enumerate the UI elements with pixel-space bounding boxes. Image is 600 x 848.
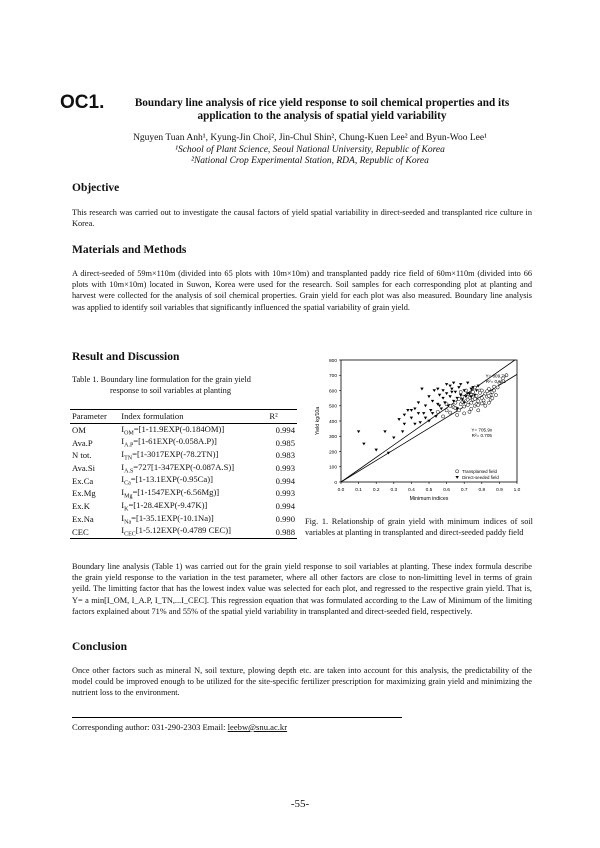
y-tick-label: 0 [334,480,337,486]
transplanted-point [477,403,480,406]
table-cell-param: N tot. [72,450,92,461]
corresponding-label: Corresponding author: 031-290-2303 Email: [72,722,228,732]
table-caption-line-2: response to soil variables at planting [110,386,231,396]
table-cell-param: Ava.Si [72,463,95,474]
x-axis-label: Minimum indices [409,496,449,502]
transplanted-point [477,400,480,403]
x-tick-label: 0.8 [478,488,486,493]
table-cell-r2: 0.983 [275,450,295,461]
email-link[interactable]: leebw@snu.ac.kr [227,722,288,732]
transplanted-point [491,397,494,400]
header-r2: R² [267,410,297,424]
transplanted-point [494,393,497,396]
index-formula-table [70,409,297,539]
abstract-code: OC1. [60,92,105,113]
direct-seeded-point [454,391,457,394]
transplanted-point [441,415,444,418]
direct-seeded-point [433,389,436,392]
direct-seeded-point [440,408,443,411]
direct-seeded-point [362,443,365,446]
direct-seeded-point [429,409,432,412]
direct-seeded-point [448,395,451,398]
direct-seeded-point [445,392,448,395]
header-parameter: Parameter [70,410,119,424]
transplanted-point [493,385,496,388]
affiliation-2: ²National Crop Experimental Station, RDA, Republic of Korea [191,156,429,166]
direct-seeded-point [464,395,467,398]
results-heading-wrap [72,351,179,363]
direct-seeded-point [410,409,413,412]
table-cell-formula: $I_{CEC}[1-5.12EXP(-0.4789$ CEC)] [119,525,267,538]
footnote-rule [72,717,402,718]
conclusion-heading: Conclusion [72,641,127,653]
transplanted-point [473,397,476,400]
table-cell-r2: 0.993 [275,488,295,499]
table-cell-param: Ex.Na [72,513,94,524]
table-row [70,436,297,449]
table-cell-formula: $I_{TN}=[1-3017EXP(-78.2TN)]$ [121,448,219,462]
x-tick-label: 0.3 [390,488,398,493]
regression-equation: Y= 705.9x [471,427,493,433]
direct-seeded-point [452,382,455,385]
methods-text: A direct-seeded of 59m×110m (divided into 65 plots with 10m×10m) and transplanted paddy rice field of 60m×110m (divided into 66 plots with 10m×10m) located in Suwon, Korea were used for the research. Soil samples for each corresponding plot at planting and harvest were collected for the analysis of soil chemical properties. Grain yield for each plot was also measured. Boundary line analysis was applied to identify soil variables that significantly influenced the spatial variability of grain yield. [72,269,532,312]
table-cell-formula: $I_{A.S}=727[1-347EXP(-0.087A.S)]$ [121,461,235,475]
direct-seeded-point [431,412,434,415]
transplanted-point [496,386,499,389]
direct-seeded-point [383,430,386,433]
objective-heading: Objective [72,182,120,194]
direct-seeded-point [410,417,413,420]
transplanted-point [493,389,496,392]
page-number: -55- [290,798,310,810]
table-row [70,423,297,436]
transplanted-point [477,409,480,412]
direct-seeded-point [431,400,434,403]
direct-seeded-point [401,430,404,433]
x-tick-label: 1.0 [513,488,521,493]
table-cell-r2: 0.985 [275,437,295,448]
legend-triangle-icon [455,476,458,479]
table-cell-r2: 0.988 [267,525,297,538]
regression-r2: R²= 0.705 [471,433,492,439]
y-tick-label: 500 [328,404,337,410]
table-cell-r2: 0.994 [275,475,295,486]
regression-r2: R²= 0.551 [485,379,507,385]
table-body [70,423,297,538]
transplanted-point [471,390,474,393]
direct-seeded-point [436,388,439,391]
direct-seeded-point [445,383,448,386]
table-cell-r2: 0.994 [275,424,295,435]
y-tick-label: 700 [328,374,337,380]
direct-seeded-point [403,414,406,417]
direct-seeded-point [420,388,423,391]
transplanted-point [463,405,466,408]
y-tick-label: 600 [328,389,337,395]
x-tick-label: 0.5 [425,488,433,493]
x-tick-label: 0.6 [443,488,450,493]
y-tick-label: 400 [328,419,337,425]
transplanted-point [449,411,452,414]
direct-seeded-point [357,430,360,433]
table-cell-formula: $I_{Ca}=[1-13.1EXP(-0.95Ca)]$ [121,474,213,488]
transplanted-point [478,391,481,394]
direct-seeded-point [375,449,378,452]
legend-circle-icon [456,470,459,473]
methods-section [72,244,532,313]
y-tick-label: 100 [328,465,337,471]
direct-seeded-point [457,386,460,389]
affiliation-1: ¹School of Plant Science, Seoul National University, Republic of Korea [175,144,445,155]
table-row [70,462,297,475]
legend-label: Direct-seeded field [462,474,499,480]
transplanted-point [470,401,473,404]
y-tick-label: 800 [328,358,337,364]
table-cell-param: Ava.P [72,437,93,448]
x-tick-label: 0.1 [355,488,362,493]
direct-seeded-point [438,404,441,407]
transplanted-point [485,390,488,393]
table-cell-param: OM [72,424,86,435]
direct-seeded-point [448,385,451,388]
direct-seeded-point [403,423,406,426]
direct-seeded-point [424,417,427,420]
transplanted-point [487,394,490,397]
table-cell-formula: $I_{Mg}=[1-1547EXP(-6.56Mg)]$ [121,487,220,500]
y-tick-label: 200 [328,450,337,456]
direct-seeded-point [422,412,425,415]
transplanted-point [466,403,469,406]
figure-caption: Fig. 1. Relationship of grain yield with minimum indices of soil variables at planting in transplanted and direct-seeded paddy field [305,517,533,538]
transplanted-point [459,390,462,393]
x-tick-label: 0.4 [408,488,415,493]
table-row [70,525,297,538]
author-block [80,133,540,168]
table-cell-r2: 0.994 [275,501,295,512]
regression-equation: Y= 809.7x [485,373,507,379]
header-index-formulation: Index formulation [119,410,267,424]
results-heading: Result and Discussion [72,351,180,363]
direct-seeded-point [417,412,420,415]
author-list: Nguyen Tuan Anh¹, Kyung-Jin Choi², Jin-Chul Shin², Chung-Kuen Lee² and Byun-Woo Lee¹ [133,133,487,143]
table-cell-formula: $I_{OM}=[1-11.9EXP(-0.184OM)]$ [121,423,225,437]
transplanted-point [466,398,469,401]
paper-title [112,97,532,123]
direct-seeded-point [397,418,400,421]
x-tick-label: 0.7 [460,488,468,493]
table-row [70,487,297,500]
direct-seeded-point [424,404,427,407]
table-cell-formula: $I_{A.P}=[1-61EXP(-0.058A.P)]$ [121,436,217,449]
table-cell-param: Ex.K [72,501,90,512]
table-caption [72,374,297,396]
transplanted-point [468,410,471,413]
table-cell-formula: $I_{Na}=[1-35.1EXP(-10.1Na)]$ [121,512,214,526]
direct-seeded-point [413,423,416,426]
direct-seeded-point [441,397,444,400]
table-cell-r2: 0.993 [275,463,295,474]
table-header-row [70,410,297,424]
objective-section [72,182,532,229]
table-row [70,474,297,487]
objective-text: This research was carried out to investigate the causal factors of yield spatial variability in direct-seeded and transplanted rice culture in Korea. [72,208,532,229]
direct-seeded-point [406,409,409,412]
transplanted-point [480,402,483,405]
transplanted-point [463,412,466,415]
corresponding-author [72,722,287,732]
direct-seeded-point [413,408,416,411]
transplanted-point [445,409,448,412]
y-tick-label: 300 [328,435,337,441]
table-row [70,513,297,526]
legend-label: Transplanted field [462,468,497,474]
methods-heading: Materials and Methods [72,244,187,256]
table-cell-r2: 0.990 [275,513,295,524]
direct-seeded-point [450,388,453,391]
x-tick-label: 0.9 [496,488,503,493]
y-axis-label: Yield kg/10a [315,406,321,436]
table-caption-line-1: Table 1. Boundary line formulation for the grain yield [72,375,251,384]
direct-seeded-point [438,394,441,397]
x-tick-label: 0.0 [337,488,345,493]
table-cell-param: Ex.Mg [72,488,96,499]
transplanted-point [487,401,490,404]
transplanted-point [456,413,459,416]
table-cell-formula: $I_K=[1-28.4EXP(-9.47K)]$ [121,499,208,513]
title-line-2: application to the analysis of spatial yield variability [197,110,447,122]
table-row [70,500,297,513]
transplanted-point [470,407,473,410]
direct-seeded-point [441,389,444,392]
table-row [70,449,297,462]
direct-seeded-point [459,383,462,386]
conclusion-text: Once other factors such as mineral N, soil texture, plowing depth etc. are taken into account for this analysis, the predictability of the model could be improved enough to be utilized for the site-specific fertilizer prescription for maximizing grain yield and minimizing the nutrient loss to the environment. [72,666,532,698]
direct-seeded-point [450,391,453,394]
results-body-text: Boundary line analysis (Table 1) was carried out for the grain yield response to soil variables at planting. These index formula describe the grain yield response to the variation in the test parameter, where all other factors are close to non-limitting level in terms of grain yeild. The limitting factor that has the lowest index value was selected for each plot, and regressed to the respective grain yield. That is, Y= a min[I_OM, I_A.P, I_TN,...I_CEC]. This regression equation that was formulated according to the Law of Minimum of the limiting factors explained about 71% and 55% of the spatial yield variability in transplanted and direct-seeded field, respectively. [72,562,532,616]
table-cell-param: CEC [70,525,119,538]
x-tick-label: 0.2 [372,488,380,493]
table-cell-param: Ex.Ca [72,475,94,486]
direct-seeded-point [417,401,420,404]
conclusion-section [72,641,532,699]
transplanted-point [482,399,485,402]
direct-seeded-point [392,436,395,439]
direct-seeded-point [419,421,422,424]
transplanted-point [484,404,487,407]
yield-scatter-chart [305,352,530,512]
title-line-1: Boundary line analysis of rice yield response to soil chemical properties and its [134,97,510,109]
direct-seeded-point [475,389,478,392]
transplanted-point [436,410,439,413]
direct-seeded-point [466,382,469,385]
direct-seeded-point [427,395,430,398]
